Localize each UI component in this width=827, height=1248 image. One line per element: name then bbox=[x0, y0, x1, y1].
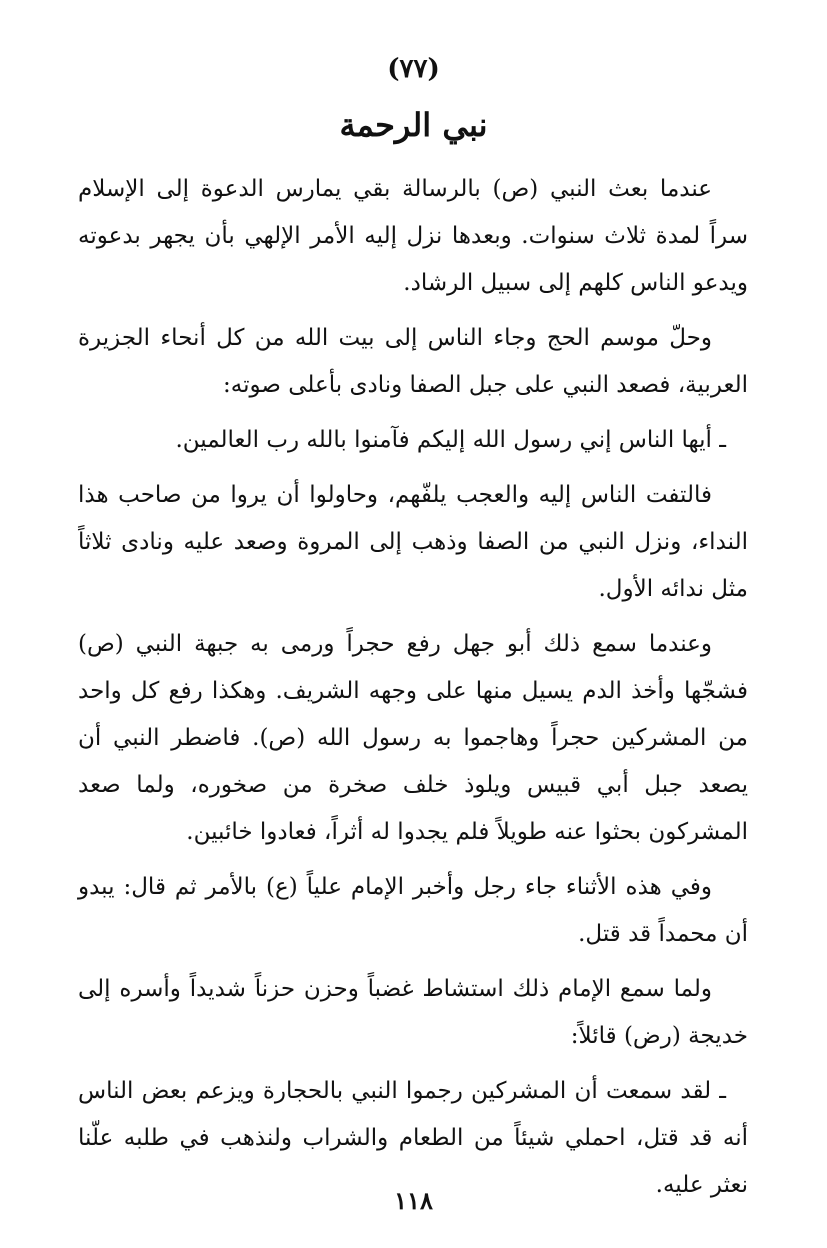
body-text bbox=[78, 166, 748, 1217]
chapter-title: نبي الرحمة bbox=[339, 106, 488, 144]
paragraph: وفي هذه الأثناء جاء رجل وأخبر الإمام علياً (ع) بالأمر ثم قال: يبدو أن محمداً قد قتل. bbox=[78, 874, 748, 947]
dialogue-line: ـ أيها الناس إني رسول الله إليكم فآمنوا بالله رب العالمين. bbox=[175, 427, 726, 453]
chapter-number: (٧٧) bbox=[387, 54, 440, 84]
paragraph: فالتفت الناس إليه والعجب يلفّهم، وحاولوا أن يروا من صاحب هذا النداء، ونزل النبي من الصفا وذهب إلى المروة وصعد عليه ونادى ثلاثاً مثل ندائه الأول. bbox=[78, 482, 748, 602]
paragraph: وعندما سمع ذلك أبو جهل رفع حجراً ورمى به جبهة النبي (ص) فشجّها وأخذ الدم يسيل منها على وجهه الشريف. وهكذا رفع كل واحد من المشركين حجراً وهاجموا به رسول الله (ص). فاضطر النبي أن يصعد جبل أبي قبيس ويلوذ خلف صخرة من صخوره، ولما صعد المشركون بحثوا عنه طويلاً فلم يجدوا له أثراً، فعادوا خائبين. bbox=[78, 631, 748, 845]
paragraph: عندما بعث النبي (ص) بالرسالة بقي يمارس الدعوة إلى الإسلام سراً لمدة ثلاث سنوات. وبعدها نزل إليه الأمر الإلهي بأن يجهر بدعوته ويدعو الناس كلهم إلى سبيل الرشاد. bbox=[78, 176, 748, 296]
paragraph: ولما سمع الإمام ذلك استشاط غضباً وحزن حزناً شديداً وأسره إلى خديجة (رض) قائلاً: bbox=[78, 976, 748, 1049]
paragraph: وحلّ موسم الحج وجاء الناس إلى بيت الله من كل أنحاء الجزيرة العربية، فصعد النبي على جبل الصفا ونادى بأعلى صوته: bbox=[78, 325, 748, 398]
dialogue-line: ـ لقد سمعت أن المشركين رجموا النبي بالحجارة ويزعم بعض الناس أنه قد قتل، احملي شيئاً من الطعام والشراب ولنذهب في طلبه علّنا نعثر عليه. bbox=[78, 1078, 748, 1198]
page-number: ١١٨ bbox=[394, 1186, 433, 1215]
